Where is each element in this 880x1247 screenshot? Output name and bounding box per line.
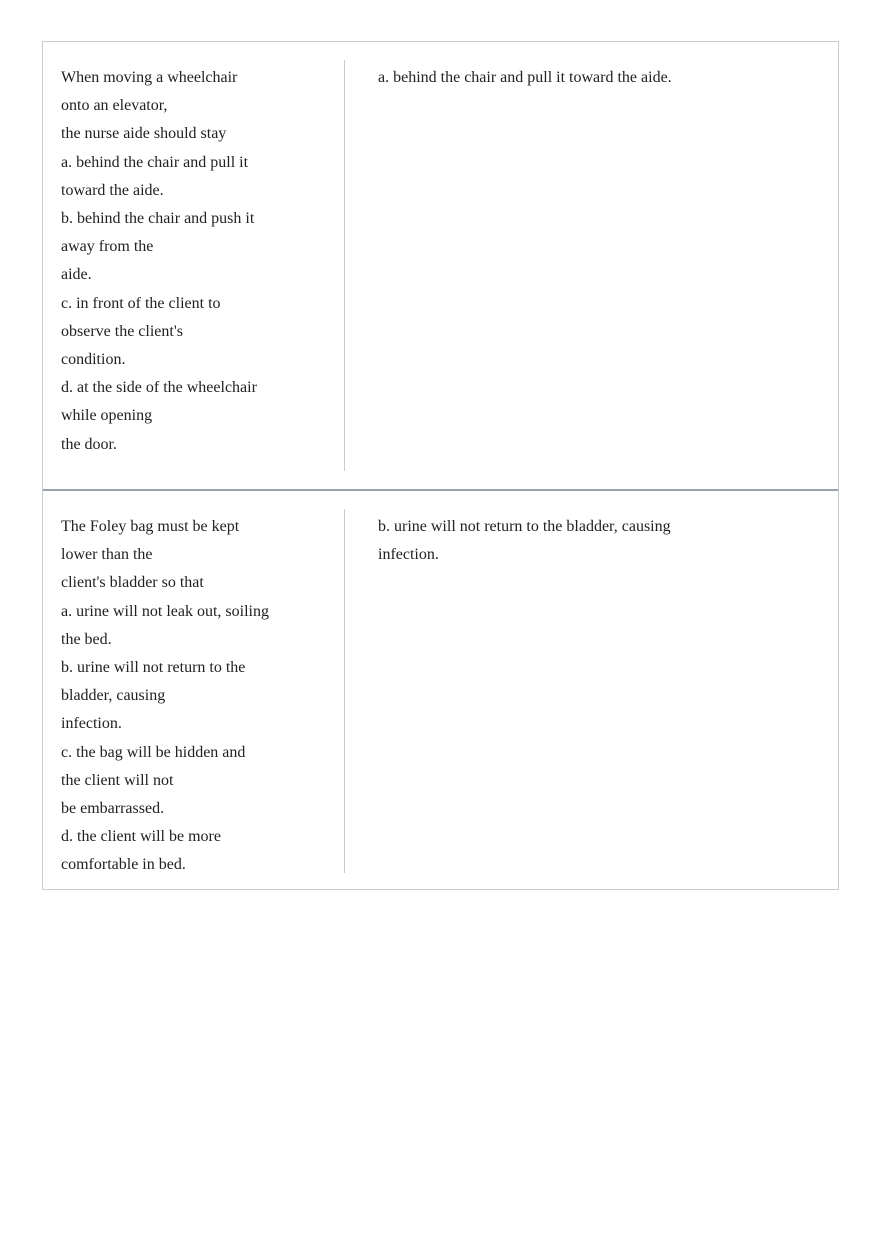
- question-text: [61, 513, 311, 880]
- flashcard-table: [42, 41, 839, 890]
- option-c-line: condition.: [61, 351, 126, 369]
- column-divider: [344, 509, 345, 873]
- option-b-line: infection.: [61, 715, 122, 733]
- flashcard-2: [43, 489, 838, 889]
- option-d-line: the door.: [61, 435, 117, 453]
- option-c-line: observe the client's: [61, 322, 183, 340]
- option-d-line: d. at the side of the wheelchair: [61, 379, 257, 397]
- answer-text: [378, 513, 818, 569]
- question-line: client's bladder so that: [61, 574, 204, 592]
- option-b-line: b. behind the chair and push it: [61, 210, 255, 228]
- question-line: The Foley bag must be kept: [61, 518, 240, 535]
- option-c-line: c. the bag will be hidden and: [61, 743, 246, 761]
- question-line: lower than the: [61, 546, 153, 564]
- option-d-line: while opening: [61, 407, 153, 425]
- option-d-line: comfortable in bed.: [61, 856, 186, 874]
- answer-line: b. urine will not return to the bladder, causing: [378, 518, 671, 535]
- option-b-line: b. urine will not return to the: [61, 659, 246, 677]
- answer-text: [378, 64, 818, 92]
- option-b-line: aide.: [61, 266, 92, 284]
- option-c-line: be embarrassed.: [61, 800, 165, 818]
- question-line: When moving a wheelchair: [61, 69, 238, 86]
- answer-line: a. behind the chair and pull it toward the aide.: [378, 69, 672, 86]
- option-a-line: a. urine will not leak out, soiling: [61, 602, 269, 620]
- option-a-line: a. behind the chair and pull it: [61, 153, 249, 171]
- question-line: the nurse aide should stay: [61, 125, 227, 143]
- answer-line: infection.: [378, 546, 439, 564]
- column-divider: [344, 60, 345, 471]
- flashcard-1: [43, 42, 838, 489]
- question-line: onto an elevator,: [61, 97, 168, 115]
- option-c-line: c. in front of the client to: [61, 294, 221, 312]
- option-b-line: away from the: [61, 238, 154, 256]
- option-a-line: the bed.: [61, 630, 112, 648]
- option-a-line: toward the aide.: [61, 181, 164, 199]
- option-b-line: bladder, causing: [61, 687, 166, 705]
- option-c-line: the client will not: [61, 771, 174, 789]
- option-d-line: d. the client will be more: [61, 828, 221, 846]
- question-text: [61, 64, 311, 459]
